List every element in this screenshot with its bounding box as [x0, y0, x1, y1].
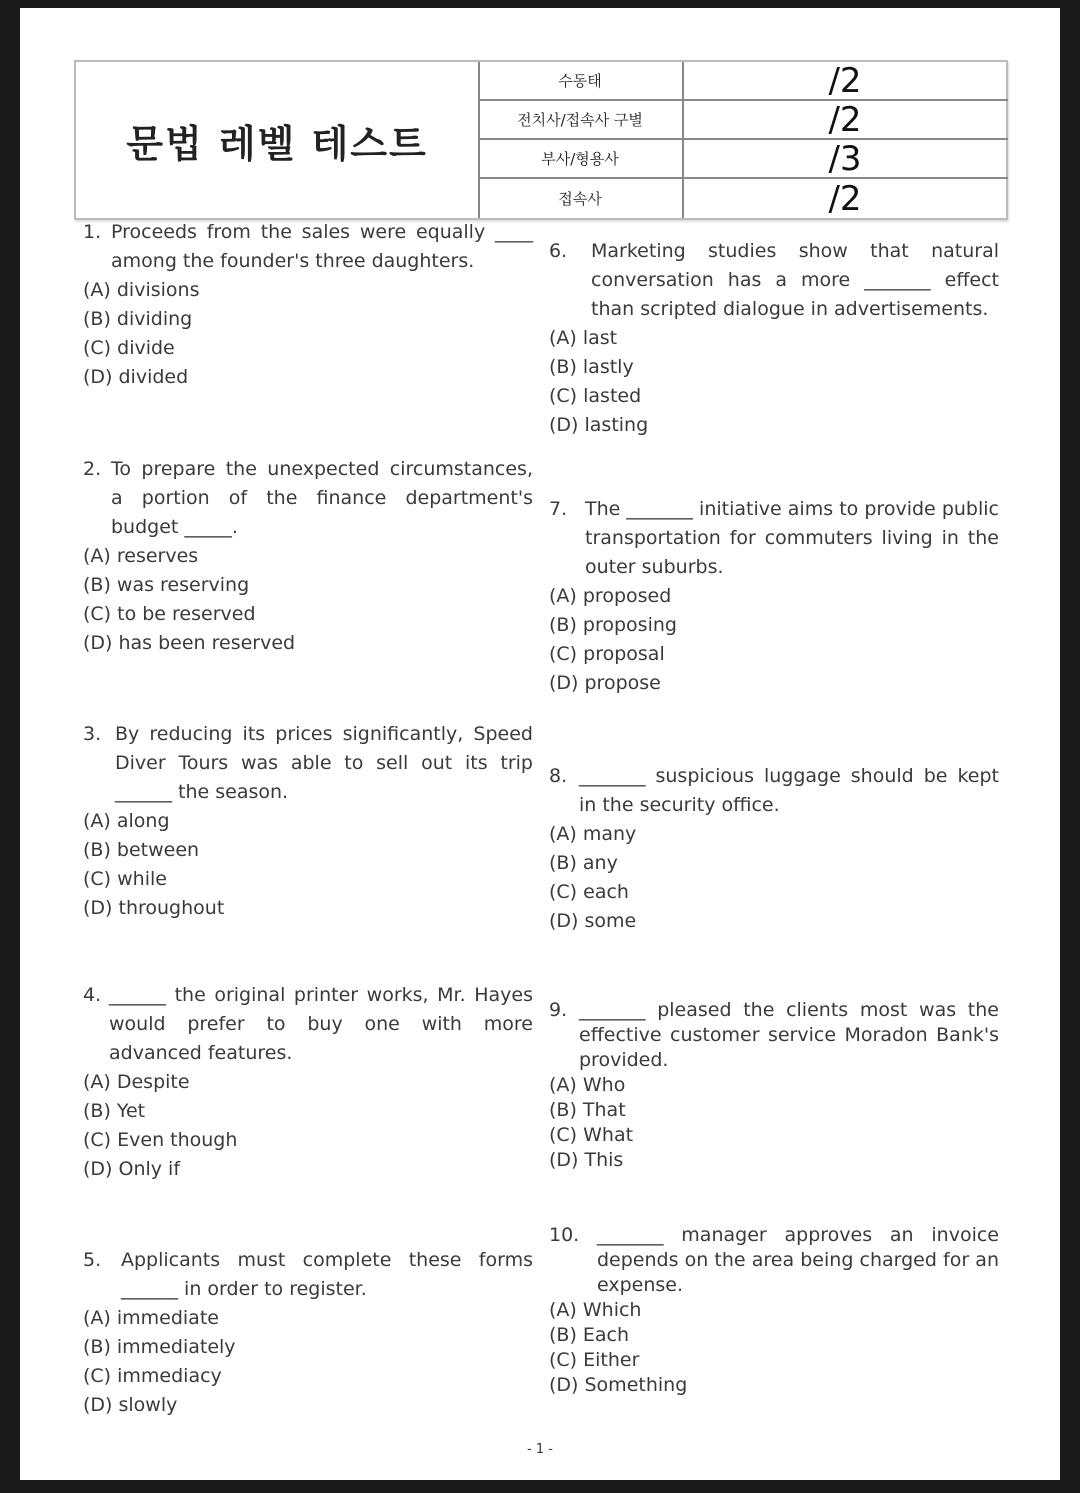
score-category: 전치사/접속사 구별	[478, 101, 684, 138]
score-row	[478, 101, 1008, 140]
answer-option[interactable]: (D) some	[549, 910, 637, 932]
question-number: 5.	[83, 1249, 102, 1271]
question-stem: Applicants must complete these forms ______ in order to register.	[121, 1249, 533, 1300]
question-stem: ______ the original printer works, Mr. Hayes would prefer to buy one with more advanced features.	[109, 984, 533, 1064]
answer-option[interactable]: (C) while	[83, 868, 167, 890]
answer-option[interactable]: (B) was reserving	[83, 574, 250, 596]
answer-option[interactable]: (C) to be reserved	[83, 603, 256, 625]
question-number: 2.	[83, 458, 102, 480]
answer-option[interactable]: (B) Yet	[83, 1100, 146, 1122]
question-9	[549, 998, 999, 1173]
answer-option[interactable]: (D) slowly	[83, 1394, 178, 1416]
question-number: 8.	[549, 765, 568, 787]
answer-option[interactable]: (C) divide	[83, 337, 175, 359]
question-1	[83, 218, 533, 392]
answer-option[interactable]: (D) Only if	[83, 1158, 181, 1180]
question-number: 4.	[83, 984, 102, 1006]
question-number: 9.	[549, 999, 568, 1021]
question-stem: _______ manager approves an invoice depends on the area being charged for an expense.	[597, 1224, 999, 1296]
score-value: /2	[828, 60, 862, 101]
answer-option[interactable]: (C) each	[549, 881, 629, 903]
question-stem: By reducing its prices significantly, Speed Diver Tours was able to sell out its trip ______ the season.	[115, 723, 533, 803]
question-stem: Marketing studies show that natural conversation has a more _______ effect than scripted dialogue in advertisements.	[591, 240, 999, 320]
question-5	[83, 1246, 533, 1420]
document-page	[20, 8, 1060, 1480]
answer-option[interactable]: (B) between	[83, 839, 200, 861]
question-stem: To prepare the unexpected circumstances, a portion of the finance department's budget _____.	[111, 458, 533, 538]
answer-option[interactable]: (B) any	[549, 852, 618, 874]
question-10	[549, 1223, 999, 1398]
answer-option[interactable]: (D) propose	[549, 672, 661, 694]
answer-option[interactable]: (A) Despite	[83, 1071, 190, 1093]
answer-option[interactable]: (C) Either	[549, 1349, 640, 1371]
score-row	[478, 140, 1008, 179]
page-number: - 1 -	[527, 1442, 553, 1457]
answer-option[interactable]: (B) Each	[549, 1324, 630, 1346]
score-value: /3	[828, 138, 862, 179]
question-3	[83, 720, 533, 923]
answer-option[interactable]: (A) proposed	[549, 585, 672, 607]
score-category: 접속사	[478, 179, 684, 218]
answer-option[interactable]: (D) lasting	[549, 414, 649, 436]
answer-option[interactable]: (C) proposal	[549, 643, 665, 665]
answer-option[interactable]: (C) lasted	[549, 385, 642, 407]
question-2	[83, 455, 533, 658]
answer-option[interactable]: (B) immediately	[83, 1336, 236, 1358]
answer-option[interactable]: (B) dividing	[83, 308, 193, 330]
answer-option[interactable]: (B) proposing	[549, 614, 677, 636]
score-category: 부사/형용사	[478, 140, 684, 177]
answer-option[interactable]: (B) lastly	[549, 356, 634, 378]
question-number: 6.	[549, 240, 568, 262]
score-header	[74, 60, 1008, 220]
question-7	[549, 495, 999, 698]
question-stem: _______ pleased the clients most was the effective customer service Moradon Bank's provided.	[579, 999, 999, 1071]
score-value: /2	[828, 99, 862, 140]
score-row	[478, 179, 1008, 218]
score-category: 수동태	[478, 62, 684, 99]
answer-option[interactable]: (C) Even though	[83, 1129, 238, 1151]
answer-option[interactable]: (D) throughout	[83, 897, 225, 919]
answer-option[interactable]: (C) What	[549, 1124, 634, 1146]
question-8	[549, 762, 999, 936]
answer-option[interactable]: (A) divisions	[83, 279, 200, 301]
question-number: 3.	[83, 723, 102, 745]
answer-option[interactable]: (B) That	[549, 1099, 626, 1121]
answer-option[interactable]: (A) last	[549, 327, 618, 349]
answer-option[interactable]: (D) divided	[83, 366, 189, 388]
answer-option[interactable]: (A) along	[83, 810, 170, 832]
answer-option[interactable]: (A) Which	[549, 1299, 642, 1321]
score-row	[478, 62, 1008, 101]
answer-option[interactable]: (A) reserves	[83, 545, 199, 567]
question-number: 1.	[83, 221, 102, 243]
question-6	[549, 237, 999, 440]
question-stem: The _______ initiative aims to provide public transportation for commuters living in the outer suburbs.	[585, 498, 999, 578]
answer-option[interactable]: (C) immediacy	[83, 1365, 222, 1387]
question-stem: _______ suspicious luggage should be kept in the security office.	[579, 765, 999, 816]
answer-option[interactable]: (A) Who	[549, 1074, 626, 1096]
answer-option[interactable]: (D) Something	[549, 1374, 688, 1396]
answer-option[interactable]: (A) many	[549, 823, 637, 845]
answer-option[interactable]: (D) has been reserved	[83, 632, 296, 654]
answer-option[interactable]: (A) immediate	[83, 1307, 219, 1329]
question-stem: Proceeds from the sales were equally ____ among the founder's three daughters.	[111, 221, 533, 272]
answer-option[interactable]: (D) This	[549, 1149, 624, 1171]
question-number: 10.	[549, 1224, 580, 1246]
page-title: 문법 레벨 테스트	[76, 62, 480, 218]
score-value: /2	[828, 178, 862, 219]
question-number: 7.	[549, 498, 568, 520]
question-4	[83, 981, 533, 1184]
